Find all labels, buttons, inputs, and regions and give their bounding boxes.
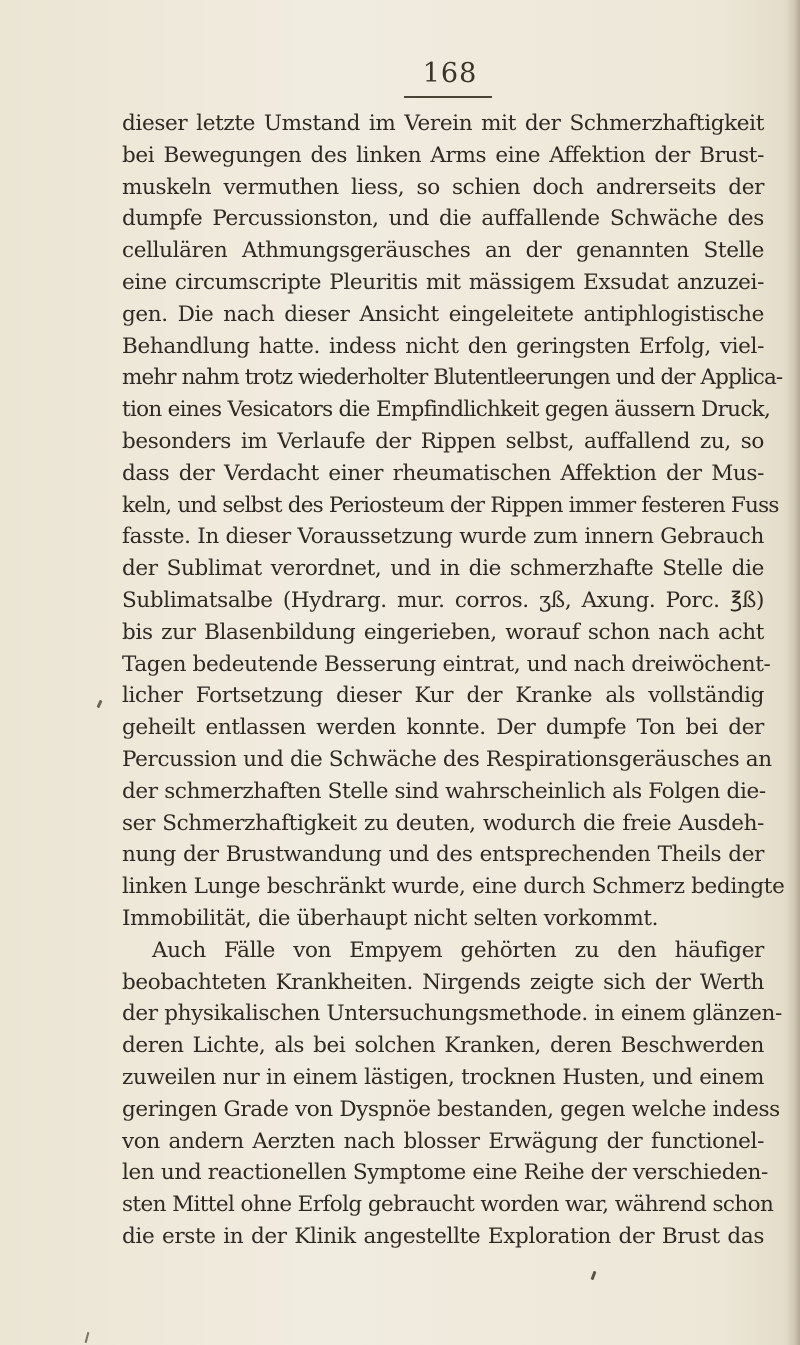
text-line: die erste in der Klinik angestellte Exploration der Brust das <box>122 1223 764 1249</box>
text-line: der physikalischen Untersuchungsmethode. in einem glänzen- <box>122 1001 782 1027</box>
text-line: besonders im Verlaufe der Rippen selbst, auffallend zu, so <box>122 428 764 454</box>
text-line: sten Mittel ohne Erfolg gebraucht worden war, während schon <box>122 1192 774 1218</box>
text-line: len und reactionellen Symptome eine Reihe der verschieden- <box>122 1160 768 1186</box>
ink-speck <box>96 700 102 709</box>
text-line: muskeln vermuthen liess, so schien doch andrerseits der <box>122 174 764 200</box>
text-line: keln, und selbst des Periosteum der Rippen immer festeren Fuss <box>122 492 779 518</box>
text-line: dass der Verdacht einer rheumatischen Affektion der Mus- <box>122 460 764 486</box>
ink-speck <box>591 1271 597 1280</box>
text-line: tion eines Vesicators die Empfindlichkeit gegen äussern Druck, <box>122 397 771 423</box>
page-edge-shadow <box>786 0 800 1345</box>
text-line: Immobilität, die überhaupt nicht selten vorkommt. <box>122 905 659 931</box>
text-line: gen. Die nach dieser Ansicht eingeleitete antiphlogistische <box>122 301 764 327</box>
text-line: bei Bewegungen des linken Arms eine Affektion der Brust- <box>122 142 764 168</box>
text-line: cellulären Athmungsgeräusches an der genannten Stelle <box>122 238 764 264</box>
text-line: ser Schmerzhaftigkeit zu deuten, wodurch die freie Ausdeh- <box>122 810 764 836</box>
text-line: fasste. In dieser Voraussetzung wurde zum innern Gebrauch <box>122 524 764 550</box>
text-line: der schmerzhaften Stelle sind wahrscheinlich als Folgen die- <box>122 778 766 804</box>
text-line: dieser letzte Umstand im Verein mit der Schmerzhaftigkeit <box>122 111 764 136</box>
page-number: 168 <box>422 58 478 89</box>
text-line: deren Lichte, als bei solchen Kranken, deren Beschwerden <box>122 1033 764 1059</box>
text-line: geringen Grade von Dyspnöe bestanden, gegen welche indess <box>122 1096 780 1122</box>
text-line: der Sublimat verordnet, und in die schmerzhafte Stelle die <box>122 556 764 582</box>
text-line: geheilt entlassen werden konnte. Der dumpfe Ton bei der <box>122 715 764 741</box>
text-line: von andern Aerzten nach blosser Erwägung der functionel- <box>122 1128 764 1154</box>
text-line: mehr nahm trotz wiederholter Blutentleerungen und der Applica- <box>122 365 783 391</box>
text-line: Behandlung hatte. indess nicht den geringsten Erfolg, viel- <box>122 333 764 359</box>
text-line: dumpfe Percussionston, und die auffallende Schwäche des <box>122 206 764 232</box>
text-line: licher Fortsetzung dieser Kur der Kranke als vollständig <box>122 683 764 709</box>
text-line: nung der Brustwandung und des entsprechenden Theils der <box>122 842 764 868</box>
text-line: Sublimatsalbe (Hydrarg. mur. corros. ʒß, Axung. Porc. ℥ß) <box>122 587 764 613</box>
paragraph-first-line: Auch Fälle von Empyem gehörten zu den häufiger <box>152 937 764 963</box>
text-line: zuweilen nur in einem lästigen, trocknen Husten, und einem <box>122 1064 764 1090</box>
text-line: beobachteten Krankheiten. Nirgends zeigte sich der Werth <box>122 969 764 995</box>
text-line: eine circumscripte Pleuritis mit mässigem Exsudat anzuzei- <box>122 269 764 295</box>
body-text <box>122 108 785 1253</box>
text-line: Percussion und die Schwäche des Respirationsgeräusches an <box>122 746 772 772</box>
ink-speck <box>85 1332 90 1343</box>
text-line: bis zur Blasenbildung eingerieben, worauf schon nach acht <box>122 619 764 645</box>
text-line: linken Lunge beschränkt wurde, eine durch Schmerz bedingte <box>122 874 785 900</box>
text-line: Tagen bedeutende Besserung eintrat, und nach dreiwöchent- <box>122 651 771 677</box>
page-number-underline <box>404 96 492 98</box>
